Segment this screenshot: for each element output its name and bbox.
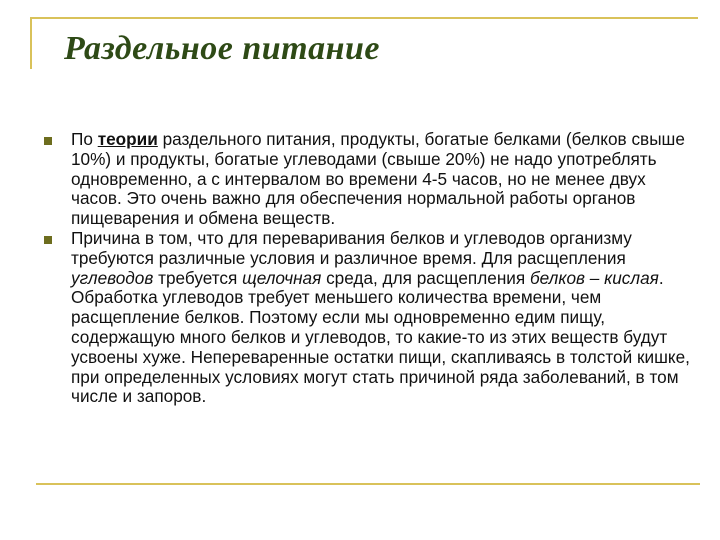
term-italic: белков – кислая xyxy=(530,267,659,288)
text-segment: . Обработка углеводов требует меньшего количества времени, чем расщепление белков. Поэтому если мы одновременно едим пищу, содержащую много белков и углеводов, то какие-то из этих веществ будут усвоены хуже. Непереваренные остатки пищи, скапливаясь в толстой кишке, при определенных условиях могут стать причиной ряда заболеваний, в том числе и запоров. xyxy=(71,267,690,407)
term-underlined: теории xyxy=(97,129,158,149)
bullet-item-1 xyxy=(44,130,694,229)
square-bullet-icon xyxy=(44,236,52,244)
term-italic: щелочная xyxy=(242,267,322,288)
slide-title: Раздельное питание xyxy=(64,30,380,67)
bottom-border-line xyxy=(36,483,700,485)
bullet-item-2 xyxy=(44,229,694,407)
term-italic: углеводов xyxy=(71,267,154,288)
slide-body xyxy=(44,130,694,407)
text-segment: Причина в том, что для переваривания белков и углеводов организму требуются различные условия и различное время. Для расщепления xyxy=(71,227,632,268)
square-bullet-icon xyxy=(44,137,52,145)
text-segment: требуется xyxy=(153,267,243,288)
left-border-line xyxy=(30,17,32,69)
text-segment: По xyxy=(71,129,98,149)
top-border-line xyxy=(30,17,698,19)
text-segment: среда, для расщепления xyxy=(321,267,530,288)
text-segment: раздельного питания, продукты, богатые белками (белков свыше 10%) и продукты, богатые углеводами (свыше 20%) не надо употреблять одновременно, а с интервалом во времени 4-5 часов, но не менее двух часов. Это очень важно для обеспечения нормальной работы органов пищеварения и обмена веществ. xyxy=(71,129,685,229)
